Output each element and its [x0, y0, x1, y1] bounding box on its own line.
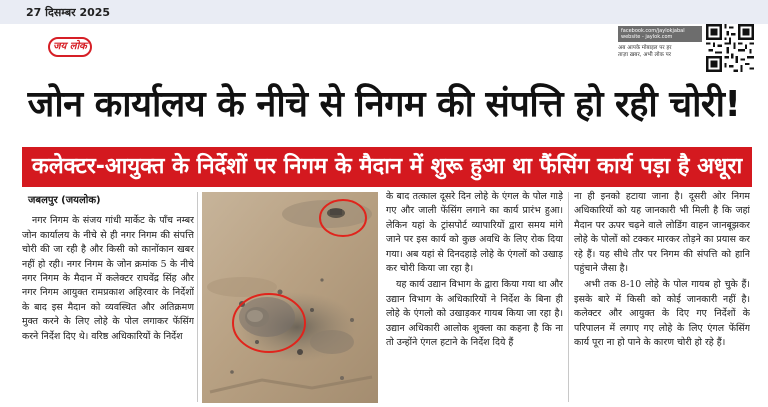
article-paragraph: ना ही इनको हटाया जाना है। दूसरी ओर निगम अधिकारियों को यह जानकारी भी मिली है कि जहां मैदान पर ऊपर चढ़ने वाले लोडिंग वाहन जानबूझकर लोहे के पोलों को टक्कर मारकर तोड़ने का प्रयास कर रहे हैं। यह सीधे तौर पर निगम की संपत्ति को हानि पहुंचाने जैसा है। — [574, 191, 750, 275]
article-paragraph: यह कार्य उद्यान विभाग के द्वारा किया गया था और उद्यान विभाग के अधिकारियों ने निर्देश के बिना ही लोहे के एंगलो को उखाड़कर गायब किया जा रहा है। उद्यान अधिकारी आलोक शुक्ला का कहना है कि ना तो उन्होंने एंगल हटाने के निर्देश दिये हैं — [386, 279, 563, 349]
promo-tagline-line-1: अब आपके मोबाइल पर हर — [618, 45, 672, 51]
issue-date: 27 दिसम्बर 2025 — [26, 6, 111, 19]
logo-text: जय लोक — [53, 41, 87, 52]
byline: जबलपुर (जयलोक) — [28, 195, 101, 206]
promo-urls — [618, 26, 702, 42]
column-divider — [568, 192, 569, 402]
article-paragraph: अभी तक 8-10 लोहे के पोल गायब हो चुके हैं। इसके बारे में किसी को कोई जानकारी नहीं है। कलेक्टर और आयुक्त के दिए गए निर्देशों के परिपालन में लगाए गए लोहे के लिए एंगल फेंसिंग कार्य पूरा ना हो पाने के कारण चोरी हो रहे हैं। — [574, 279, 750, 349]
promo-tagline — [618, 45, 702, 59]
jaylok-logo — [48, 37, 92, 57]
subheadline-banner: कलेक्टर-आयुक्त के निर्देशों पर निगम के मैदान में शुरू हुआ था फैंसिंग कार्य पड़ा है अधूरा — [22, 147, 752, 187]
website-url: website - jaylok.com — [621, 34, 673, 40]
article-column-1 — [22, 190, 194, 405]
article-column-3 — [574, 190, 750, 404]
column-divider — [197, 192, 198, 402]
news-photo — [202, 192, 378, 403]
article-column-2 — [386, 190, 563, 404]
headline: जोन कार्यालय के नीचे से निगम की संपत्ति हो रही चोरी! — [27, 84, 741, 125]
promo-block — [618, 26, 702, 72]
top-bar — [0, 0, 768, 24]
article-paragraph: के बाद तत्काल दूसरे दिन लोहे के एंगल के पोल गाड़े गए और जाली फेंसिंग लगाने का कार्य प्रारंभ हुआ। लेकिन यहां के ट्रांसपोर्ट व्यापारियों द्वारा समय मांगे जाने पर इस कार्य को कुछ अवधि के लिए रोक दिया गया। अब यहां से दिनदहाड़े लोहे के एंगलों को उखाड़ कर चोरी किया जा रहा है। — [386, 191, 563, 275]
facebook-url: facebook.com/jaylokjabal — [621, 28, 685, 34]
article-paragraph: नगर निगम के संजय गांधी मार्केट के पाँच नम्बर जोन कार्यालय के नीचे से ही नगर निगम की संपत्ति चोरी की जा रही है और किसी को कानोंकान खबर नहीं हो रही। नगर निगम के जोन क्रमांक 5 के नीचे नगर निगम के मैदान में कलेक्टर राघवेंद्र सिंह और नगर निगम आयुक्त रामप्रकाश अहिरवार के निर्देशों के बाद इस मैदान को व्यवस्थित और अतिक्रमण मुक्त करने के लिए लोहे के पोल लगाकर फेंसिंग करने निर्देश दिए थे। वरिष्ठ अधिकारियों के निर्देश — [22, 215, 194, 342]
promo-tagline-line-2: ताज़ा ख़बर, अभी लोक पर — [618, 52, 671, 58]
qr-code-icon — [706, 24, 754, 72]
